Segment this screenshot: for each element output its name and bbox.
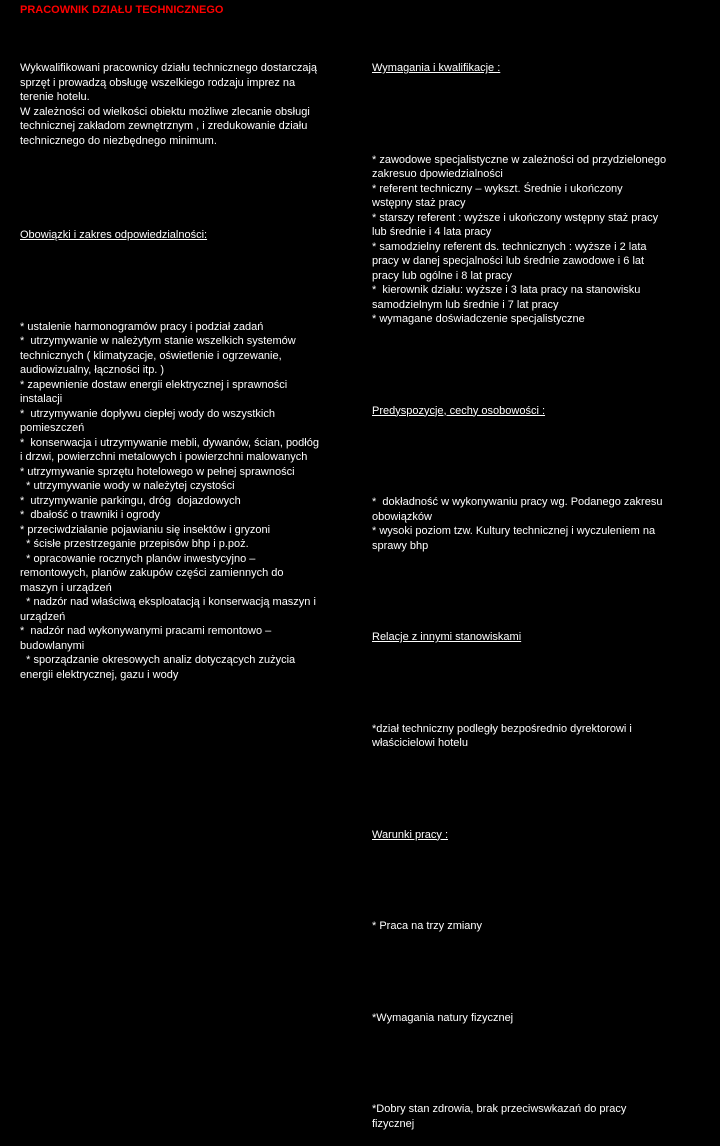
requirements-heading: Wymagania i kwalifikacje : [372,62,501,74]
intro-text: Wykwalifikowani pracownicy działu technicznego dostarczają sprzęt i prowadzą obsługę wszelkiego rodzaju imprez na terenie hotelu. W zależności od wielkości obiektu możliwe zlecanie obsługi technicznej zakładom zewnętrznym , i zredukowanie działu technicznego do niezbędnego minimum. [20,62,318,147]
predispositions-list: * dokładność w wykonywaniu pracy wg. Podanego zakresu obowiązków * wysoki poziom tzw. Kultury technicznej i wyczuleniem na sprawy bhp [372,496,663,552]
condition-item: *Dobry stan zdrowia, brak przeciwswkazań do pracy fizycznej [372,1103,627,1130]
conditions-heading: Warunki pracy : [372,828,449,841]
requirements-list: * zawodowe specjalistyczne w zależności od przydzielonego zakresuo dpowiedzialności * referent techniczny – wykszt. Średnie i ukończony wstępny staż pracy * starszy referent : wyższe i ukończony wstępny staż pracy lub średnie i 4 lata pracy * samodzielny referent ds. technicznych : wyższe i 2 lata pracy w danej specjalności lub średnie zawodowe i 6 lat pracy lub ogólne i 8 lat pracy * kierownik działu: wyższe i 3 lata pracy na stanowisku samodzielnym lub średnie i 7 lat pracy * wymagane doświadczenie specjalistyczne [372,153,667,325]
duties-list: * ustalenie harmonogramów pracy i podział zadań * utrzymywanie w należytym stanie wszelkich systemów technicznych ( klimatyzacje, oświetlenie i ogrzewanie, audiowizualny, łączności itp. ) * zapewnienie dostaw energii elektrycznej i sprawności instalacji * utrzymywanie dopływu ciepłej wody do wszystkich pomieszczeń * konserwacja i utrzymywanie mebli, dywanów, ścian, podłóg i drzwi, powierzchni metalowych i powierzchni malowanych * utrzymywanie sprzętu hotelowego w pełnej sprawności * utrzymywanie wody w należytej czystości * utrzymywanie parkingu, dróg dojazdowych * dbałość o trawniki i ogrody * przeciwdziałanie pojawianiu się insektów i gryzoni * ścisłe przestrzeganie przepisów bhp i p.poż. * opracowanie rocznych planów inwestycyjno – remontowych, planów zakupów części zamiennych do maszyn i urządzeń * nadzór nad właściwą eksploatacją i konserwacją maszyn i urządzeń * nadzór nad wykonywanymi pracami remontowo – budowlanymi * sporządzanie okresowych analiz dotyczących zużycia energii elektrycznej, gazu i wody [20,320,319,681]
condition-item: * Praca na trzy zmiany [372,920,483,932]
relations-text: *dział techniczny podległy bezpośrednio dyrektorowi i właścicielowi hotelu [372,722,632,749]
left-column [20,32,355,697]
right-column [372,32,702,1146]
page-title: PRACOWNIK DZIAŁU TECHNICZNEGO [20,4,224,16]
duties-heading: Obowiązki i zakres odpowiedzialności: [20,229,208,241]
condition-item: *Wymagania natury fizycznej [372,1011,514,1024]
relations-heading: Relacje z innymi stanowiskami [372,631,522,643]
predispositions-heading: Predyspozycje, cechy osobowości : [372,404,546,417]
